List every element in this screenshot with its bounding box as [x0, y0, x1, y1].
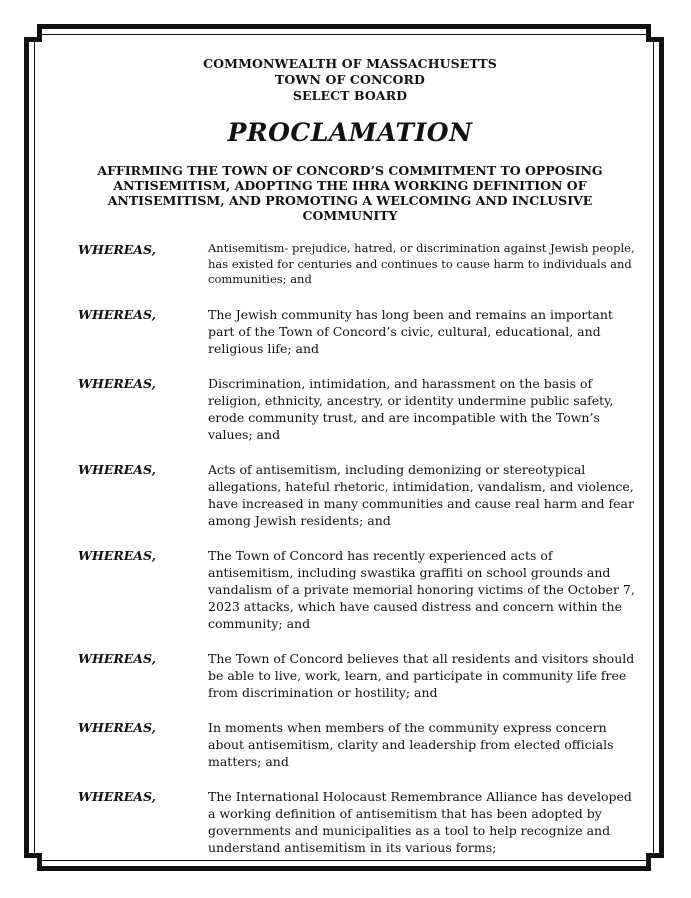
whereas-clause-6 — [60, 650, 640, 701]
whereas-label: WHEREAS, — [78, 461, 156, 477]
border-corner-bottom-right — [646, 853, 664, 871]
whereas-text: Discrimination, intimidation, and harassment on the basis of religion, ethnicity, ancestry, or identity undermine public safety, erode community trust, and are incompatible with the Town’s values; and — [208, 375, 614, 442]
whereas-text: Antisemitism- prejudice, hatred, or discrimination against Jewish people, has existed for centuries and continues to cause harm to individuals and communities; and — [208, 241, 635, 286]
header-commonwealth: COMMONWEALTH OF MASSACHUSETTS — [203, 56, 497, 71]
whereas-label: WHEREAS, — [78, 242, 156, 257]
whereas-clause-7 — [60, 719, 640, 770]
header-town: TOWN OF CONCORD — [275, 72, 425, 87]
whereas-label: WHEREAS, — [78, 375, 156, 391]
whereas-clause-1 — [60, 241, 640, 288]
whereas-text: In moments when members of the community express concern about antisemitism, clarity and leadership from elected officials matters; and — [208, 719, 614, 769]
whereas-label: WHEREAS, — [78, 788, 156, 804]
whereas-clauses — [60, 241, 640, 856]
whereas-clause-3 — [60, 375, 640, 443]
border-corner-bottom-left — [24, 853, 42, 871]
whereas-text: The Town of Concord has recently experienced acts of antisemitism, including swastika graffiti on school grounds and vandalism of a private memorial honoring victims of the October 7, 2023 attacks, which have caused distress and concern within the community; and — [208, 547, 635, 631]
whereas-clause-5 — [60, 547, 640, 632]
whereas-label: WHEREAS, — [78, 650, 156, 666]
whereas-clause-8 — [60, 788, 640, 856]
border-corner-top-right — [646, 24, 664, 42]
whereas-clause-2 — [60, 306, 640, 357]
page-title: PROCLAMATION — [227, 118, 473, 147]
whereas-label: WHEREAS, — [78, 547, 156, 563]
whereas-text: The International Holocaust Remembrance Alliance has developed a working definition of antisemitism that has been adopted by governments and municipalities as a tool to help recognize and understand antisemitism in its various forms; — [208, 788, 632, 855]
whereas-label: WHEREAS, — [78, 719, 156, 735]
proclamation-subtitle: AFFIRMING THE TOWN OF CONCORD’S COMMITMENT TO OPPOSING ANTISEMITISM, ADOPTING THE IHRA WORKING DEFINITION OF ANTISEMITISM, AND PROMOTING A WELCOMING AND INCLUSIVE COMMUNITY — [97, 163, 603, 223]
whereas-label: WHEREAS, — [78, 306, 156, 322]
document-header — [60, 56, 640, 104]
whereas-clause-4 — [60, 461, 640, 529]
border-corner-top-left — [24, 24, 42, 42]
proclamation-document — [60, 56, 640, 874]
header-board: SELECT BOARD — [292, 88, 408, 103]
whereas-text: The Jewish community has long been and remains an important part of the Town of Concord’s civic, cultural, educational, and religious life; and — [208, 306, 613, 356]
whereas-text: Acts of antisemitism, including demonizing or stereotypical allegations, hateful rhetoric, intimidation, vandalism, and violence, have increased in many communities and cause real harm and fear among Jewish residents; and — [208, 461, 634, 528]
whereas-text: The Town of Concord believes that all residents and visitors should be able to live, work, learn, and participate in community life free from discrimination or hostility; and — [208, 650, 635, 700]
